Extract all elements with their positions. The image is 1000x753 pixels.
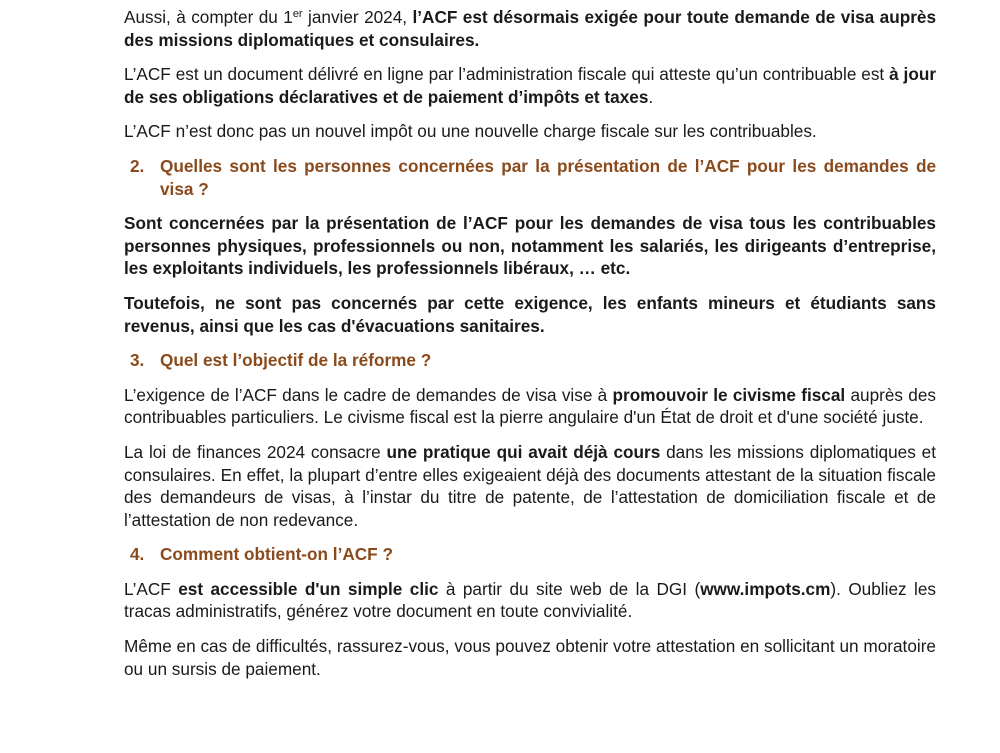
text: ). Oubliez les tracas administratifs, générez votre document en toute convivialité.: [124, 578, 936, 622]
paragraph-not-new-tax: [124, 120, 936, 143]
question-heading-2: [124, 155, 936, 200]
text: Aussi, à compter du 1: [124, 7, 293, 27]
question-number: 3.: [130, 350, 145, 371]
question-text: Comment obtient-on l’ACF ?: [160, 544, 393, 565]
bold-text: à jour de ses obligations déclaratives et de paiement d’impôts et taxes: [124, 64, 937, 107]
question-text: Quel est l’objectif de la réforme ?: [160, 350, 432, 371]
text: L’ACF n’est donc pas un nouvel impôt ou une nouvelle charge fiscale sur les contribuables.: [124, 121, 817, 142]
text: Même en cas de difficultés, rassurez-vous, vous pouvez obtenir votre attestation en sollicitant un moratoire ou un sursis de paiement.: [124, 636, 936, 679]
bold-text: une pratique qui avait déjà cours: [386, 441, 661, 462]
paragraph-persons-concerned: Sont concernées par la présentation de l’ACF pour les demandes de visa tous les contribuables personnes physiques, professionnels ou non, notamment les salariés, les dirigeants d’entreprise, les exploitants individuels, les professionnels libéraux, … etc.: [124, 213, 936, 279]
text: L’ACF: [124, 578, 179, 599]
bold-text: l’ACF est désormais exigée pour toute demande de visa auprès des missions diplomatiques et consulaires.: [124, 7, 936, 50]
text: L’ACF est un document délivré en ligne par l’administration fiscale qui atteste qu’un contribuable est: [124, 64, 890, 85]
website-link[interactable]: www.impots.cm: [700, 578, 831, 599]
question-heading-3: [124, 349, 936, 372]
question-number: 2.: [130, 155, 145, 176]
text: L’exigence de l’ACF dans le cadre de demandes de visa vise à: [124, 384, 613, 405]
paragraph-exemptions: Toutefois, ne sont pas concernés par cette exigence, les enfants mineurs et étudiants sans revenus, ainsi que les cas d'évacuations sanitaires.: [124, 292, 936, 336]
text: dans les missions diplomatiques et consulaires. En effet, la plupart d’entre elles exigeaient déjà des documents attestant de la situation fiscale des demandeurs de visas, à l’instar du titre de patente, de l’attestation de domiciliation fiscale et de l’attestation de non redevance.: [124, 441, 936, 530]
text: à partir du site web de la DGI (: [438, 578, 701, 599]
text: auprès des contribuables particuliers. Le civisme fiscal est la pierre angulaire d'un État de droit et d'une société juste.: [124, 384, 936, 428]
text: La loi de finances 2024 consacre: [124, 441, 387, 462]
text: .: [648, 86, 654, 107]
bold-text: est accessible d'un simple clic: [178, 578, 439, 599]
paragraph-finance-law: [124, 441, 936, 531]
paragraph-difficulties: [124, 635, 936, 680]
question-number: 4.: [130, 544, 145, 565]
paragraph-acf-requirement: [124, 6, 936, 51]
bold-text: promouvoir le civisme fiscal: [612, 384, 846, 405]
superscript: er: [292, 8, 303, 20]
document-body: [124, 6, 936, 692]
question-heading-4: [124, 543, 936, 566]
text: janvier 2024,: [302, 7, 413, 27]
paragraph-reform-objective: [124, 384, 936, 429]
paragraph-acf-definition: [124, 63, 936, 108]
paragraph-how-to-obtain: [124, 578, 936, 623]
question-text: Quelles sont les personnes concernées par la présentation de l’ACF pour les demandes de visa ?: [160, 155, 936, 199]
